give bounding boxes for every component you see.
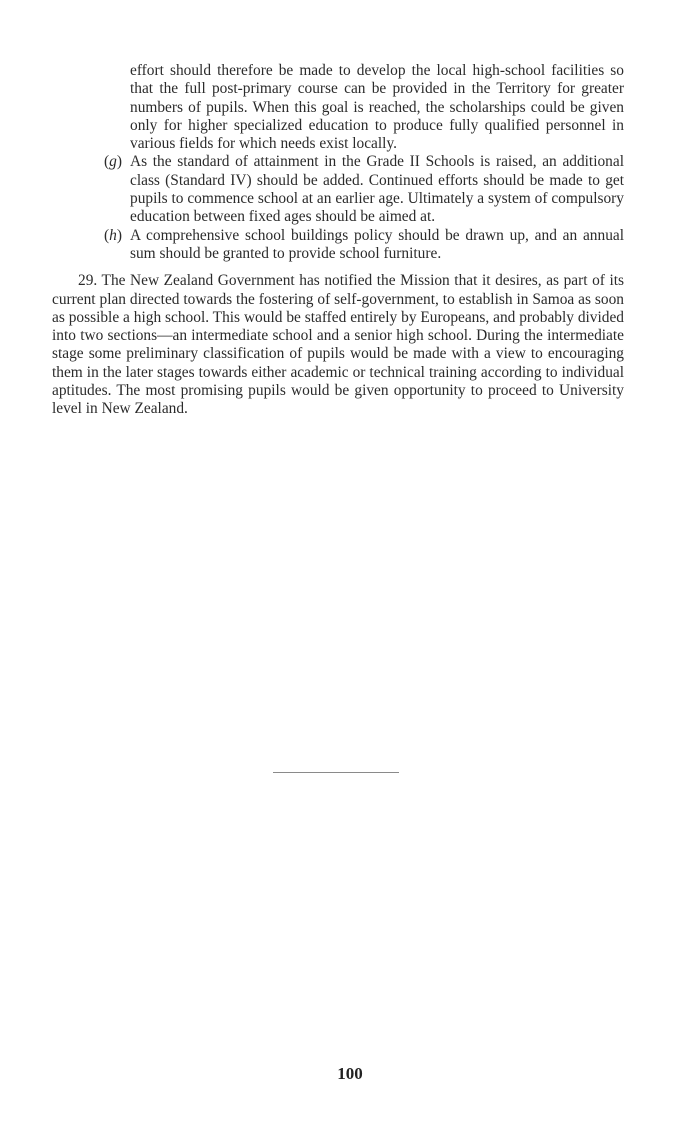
section-divider [273,772,399,773]
list-item-label: (h) [104,226,122,244]
continued-list-item [52,62,624,153]
list-item-text: A comprehensive school buildings policy should be drawn up, and an annual sum should be granted to provide school furniture. [130,226,624,262]
list-item-text: As the standard of attainment in the Grade II Schools is raised, an additional class (Standard IV) should be added. Continued efforts should be made to get pupils to commence school at an earlier age. Ultimately a system of compulsory education between fixed ages should be aimed at. [130,153,624,226]
list-item-label: (g) [104,153,122,171]
list-item-g [52,153,624,226]
body-text [52,62,624,434]
continued-item-text: effort should therefore be made to develop the local high-school facilities so that the full post-primary course can be provided in the Territory for greater numbers of pupils. When this goal is reached, the scholarships could be given only for higher specialized education to produce fully qualified personnel in various fields for which needs exist locally. [130,62,624,153]
page-number: 100 [337,1064,363,1083]
list-item-h [52,227,624,264]
paragraph-text: The New Zealand Government has notified the Mission that it desires, as part of its current plan directed towards the fostering of self-government, to establish in Samoa as soon as possible a high school. This would be staffed entirely by Europeans, and probably divided into two sections—an intermediate school and a senior high school. During the intermediate stage some preliminary classification of pupils would be made with a view to encouraging them in the later stages towards either academic or technical training according to individual aptitudes. The most promising pupils would be given opportunity to proceed to University level in New Zealand. [52,272,625,418]
paragraph-29 [52,272,624,418]
paragraph-number: 29. [78,272,98,290]
